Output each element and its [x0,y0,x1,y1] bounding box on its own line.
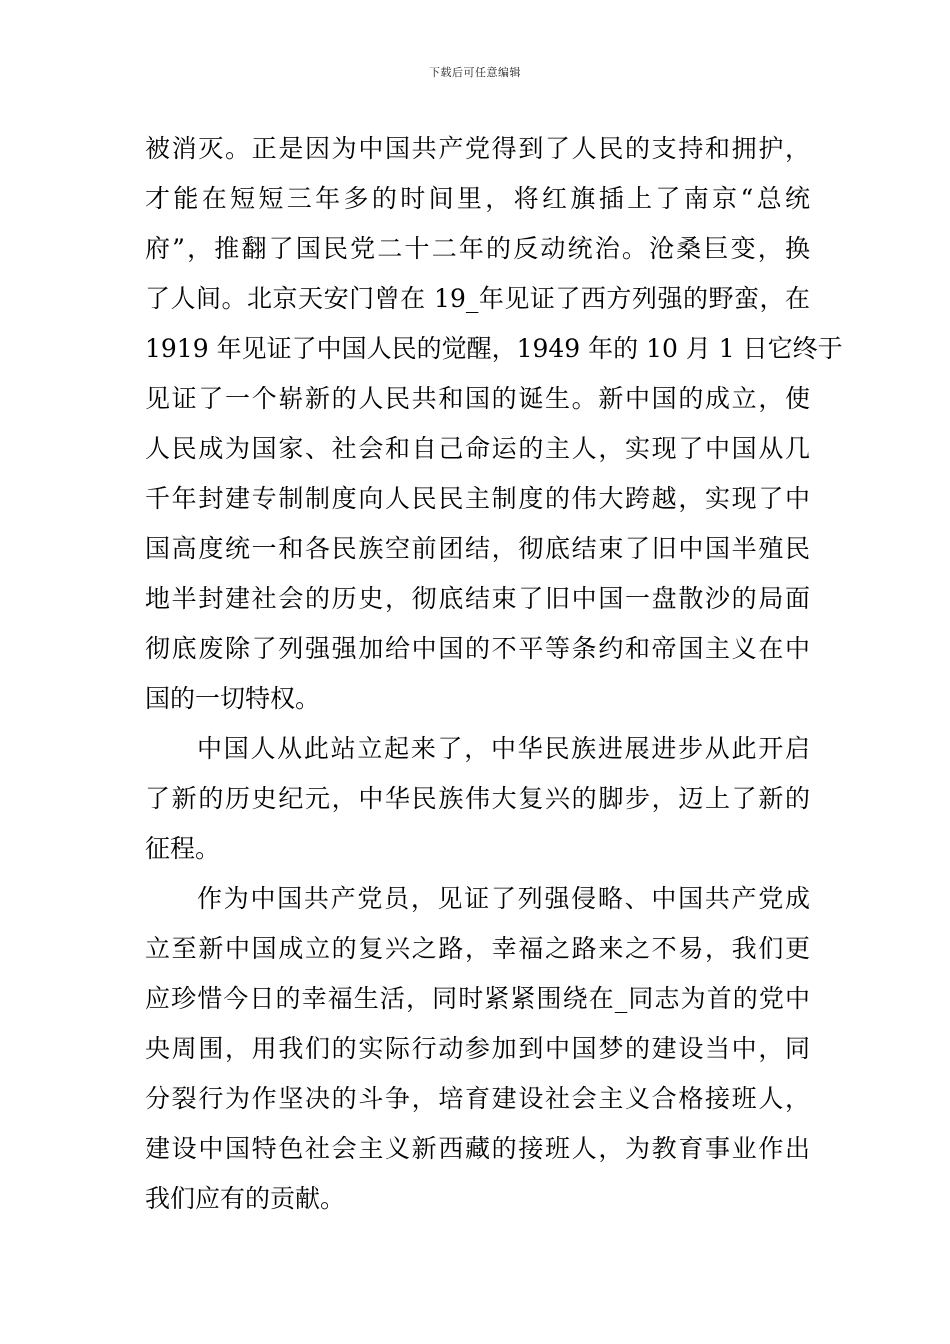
text-line: 中国人从此站立起来了，中华民族进展进步从此开启 [197,734,810,763]
paragraph-1 [145,124,843,724]
text-line: 千年封建专制制度向人民民主制度的伟大跨越，实现了中 [145,484,810,513]
text-line: 作为中国共产党员，见证了列强侵略、中国共产党成 [197,884,810,913]
text-line: 分裂行为作坚决的斗争，培育建设社会主义合格接班人， [145,1084,810,1113]
page-header: 下载后可任意编辑 [429,66,521,79]
text-line: 我们应有的贡献。 [145,1184,346,1213]
text-line: 征程。 [145,834,221,863]
paragraph-3 [145,874,810,1224]
text-line: 央周围，用我们的实际行动参加到中国梦的建设当中，同 [145,1034,810,1063]
text-line: 彻底废除了列强强加给中国的不平等条约和帝国主义在中 [145,634,810,663]
text-line: 了人间。北京天安门曾在 19_年见证了西方列强的野蛮，在 [145,284,810,313]
text-line: 应珍惜今日的幸福生活，同时紧紧围绕在_同志为首的党中 [145,984,810,1013]
text-line: 了新的历史纪元，中华民族伟大复兴的脚步，迈上了新的 [145,784,810,813]
text-line: 才能在短短三年多的时间里，将红旗插上了南京“总统 [145,184,810,213]
document-body [145,124,843,1224]
text-line: 国的一切特权。 [145,684,321,713]
text-line: 1919 年见证了中国人民的觉醒，1949 年的 10 月 1 日它终于 [145,334,843,363]
text-line: 见证了一个崭新的人民共和国的诞生。新中国的成立，使 [145,384,810,413]
text-line: 国高度统一和各民族空前团结，彻底结束了旧中国半殖民 [145,534,810,563]
text-line: 人民成为国家、社会和自己命运的主人，实现了中国从几 [145,434,810,463]
paragraph-2 [145,724,810,874]
text-line: 地半封建社会的历史，彻底结束了旧中国一盘散沙的局面 [145,584,810,613]
text-line: 建设中国特色社会主义新西藏的接班人，为教育事业作出 [145,1134,810,1163]
text-line: 被消灭。正是因为中国共产党得到了人民的支持和拥护， [145,134,810,163]
text-line: 立至新中国成立的复兴之路，幸福之路来之不易，我们更 [145,934,810,963]
text-line: 府”，推翻了国民党二十二年的反动统治。沧桑巨变，换 [145,234,810,263]
